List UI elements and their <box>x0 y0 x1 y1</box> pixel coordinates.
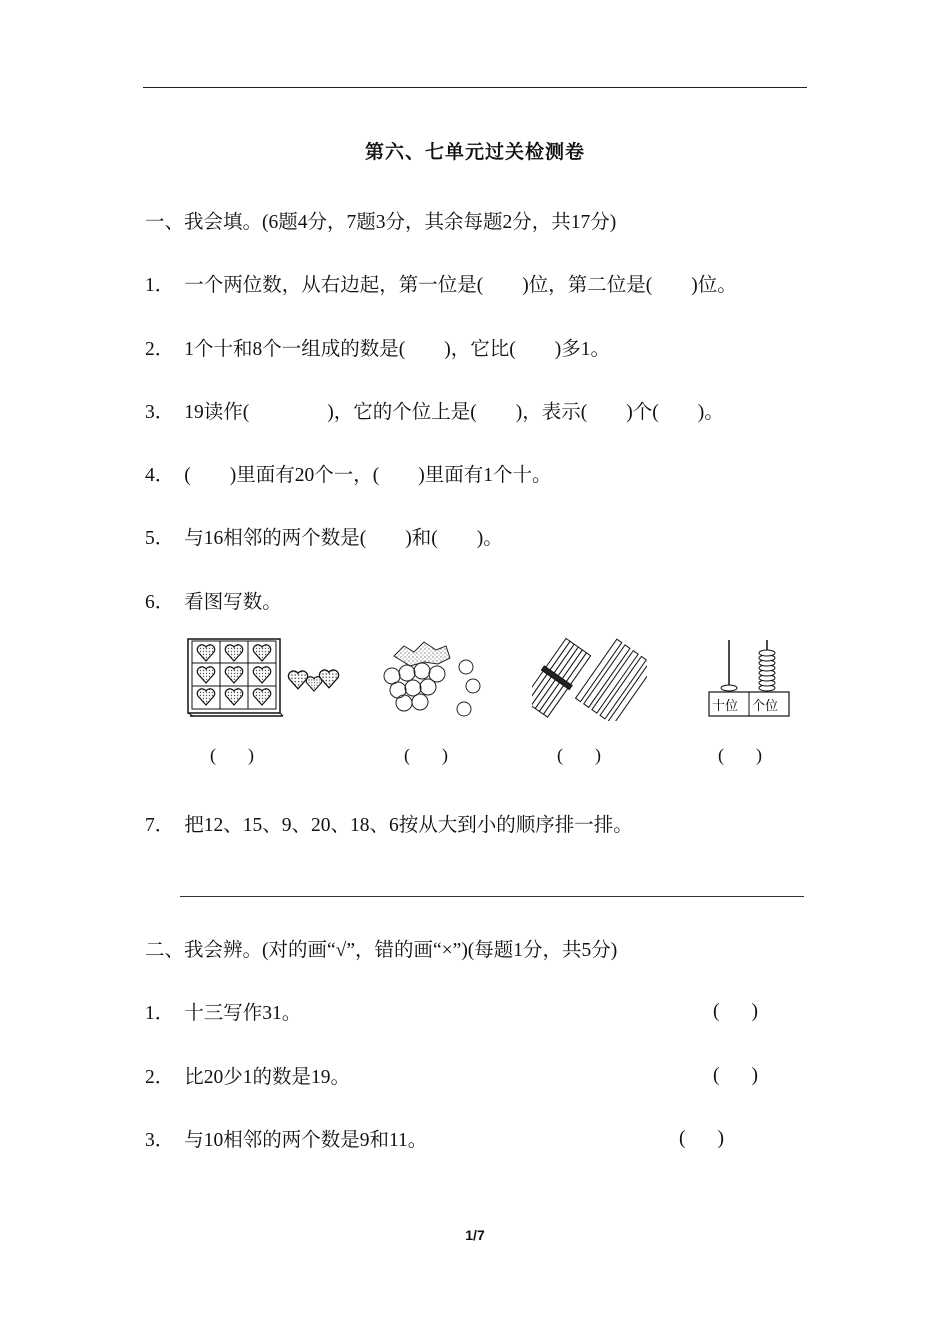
question-number: 4． <box>145 465 175 486</box>
abacus-label-tens: 十位 <box>712 699 739 714</box>
question-text: 把12、15、9、20、18、6按从大到小的顺序排一排。 <box>184 815 633 836</box>
abacus-figure <box>708 636 790 721</box>
question-number: 2． <box>145 1067 175 1088</box>
bracket-close: ) <box>756 745 762 765</box>
question-text: ( )里面有20个一，( )里面有1个十。 <box>184 465 552 486</box>
figure-answer-2 <box>404 745 448 766</box>
section2-heading: 二、我会辨。(对的画“√”，错的画“×”)(每题1分，共5分) <box>145 940 618 961</box>
question-text: 1个十和8个一组成的数是( )，它比( )多1。 <box>184 339 610 360</box>
abacus-label-ones: 个位 <box>752 699 779 714</box>
answer-line <box>180 896 804 897</box>
bracket-close: ) <box>248 745 254 765</box>
judge-question-1 <box>145 1001 301 1027</box>
page-number: 1/7 <box>465 1227 485 1243</box>
figure-answer-1 <box>210 745 254 766</box>
sticks-bundle-figure <box>532 636 647 721</box>
bracket-close: ) <box>595 745 601 765</box>
judge-bracket-1 <box>713 1001 758 1023</box>
bracket-open: ( <box>713 1001 720 1022</box>
question-6 <box>145 590 282 616</box>
question-text: 与16相邻的两个数是( )和( )。 <box>184 528 503 549</box>
question-2 <box>145 337 610 363</box>
bracket-open: ( <box>718 745 724 765</box>
top-rule <box>143 87 807 88</box>
bracket-open: ( <box>679 1128 686 1149</box>
bracket-open: ( <box>210 745 216 765</box>
figures-row <box>180 636 800 726</box>
question-number: 3． <box>145 1130 175 1151</box>
question-number: 6． <box>145 592 175 613</box>
question-3 <box>145 400 724 426</box>
bracket-open: ( <box>713 1065 720 1086</box>
question-5 <box>145 526 503 552</box>
question-text: 看图写数。 <box>184 592 282 613</box>
judge-bracket-2 <box>713 1065 758 1087</box>
bracket-open: ( <box>557 745 563 765</box>
question-text: 19读作( )，它的个位上是( )，表示( )个( )。 <box>184 402 724 423</box>
bracket-close: ) <box>751 1001 758 1022</box>
question-number: 5． <box>145 528 175 549</box>
question-text: 与10相邻的两个数是9和11。 <box>184 1130 428 1151</box>
grapes-figure <box>380 636 490 721</box>
question-1 <box>145 273 737 299</box>
bracket-close: ) <box>751 1065 758 1086</box>
question-4 <box>145 463 552 489</box>
judge-question-2 <box>145 1065 350 1091</box>
question-number: 7． <box>145 815 175 836</box>
question-number: 1． <box>145 275 175 296</box>
question-number: 3． <box>145 402 175 423</box>
question-text: 比20少1的数是19。 <box>184 1067 351 1088</box>
question-number: 1． <box>145 1003 175 1024</box>
figure-answer-3 <box>557 745 601 766</box>
bracket-close: ) <box>717 1128 724 1149</box>
figure-answer-4 <box>718 745 762 766</box>
hearts-box-figure <box>185 636 345 721</box>
page-title: 第六、七单元过关检测卷 <box>364 141 585 163</box>
section1-heading: 一、我会填。(6题4分，7题3分，其余每题2分，共17分) <box>145 212 617 233</box>
judge-bracket-3 <box>679 1128 724 1150</box>
question-number: 2． <box>145 339 175 360</box>
judge-question-3 <box>145 1128 427 1154</box>
bracket-close: ) <box>442 745 448 765</box>
question-text: 十三写作31。 <box>184 1003 302 1024</box>
question-text: 一个两位数，从右边起，第一位是( )位，第二位是( )位。 <box>184 275 737 296</box>
bracket-open: ( <box>404 745 410 765</box>
question-7 <box>145 813 633 839</box>
